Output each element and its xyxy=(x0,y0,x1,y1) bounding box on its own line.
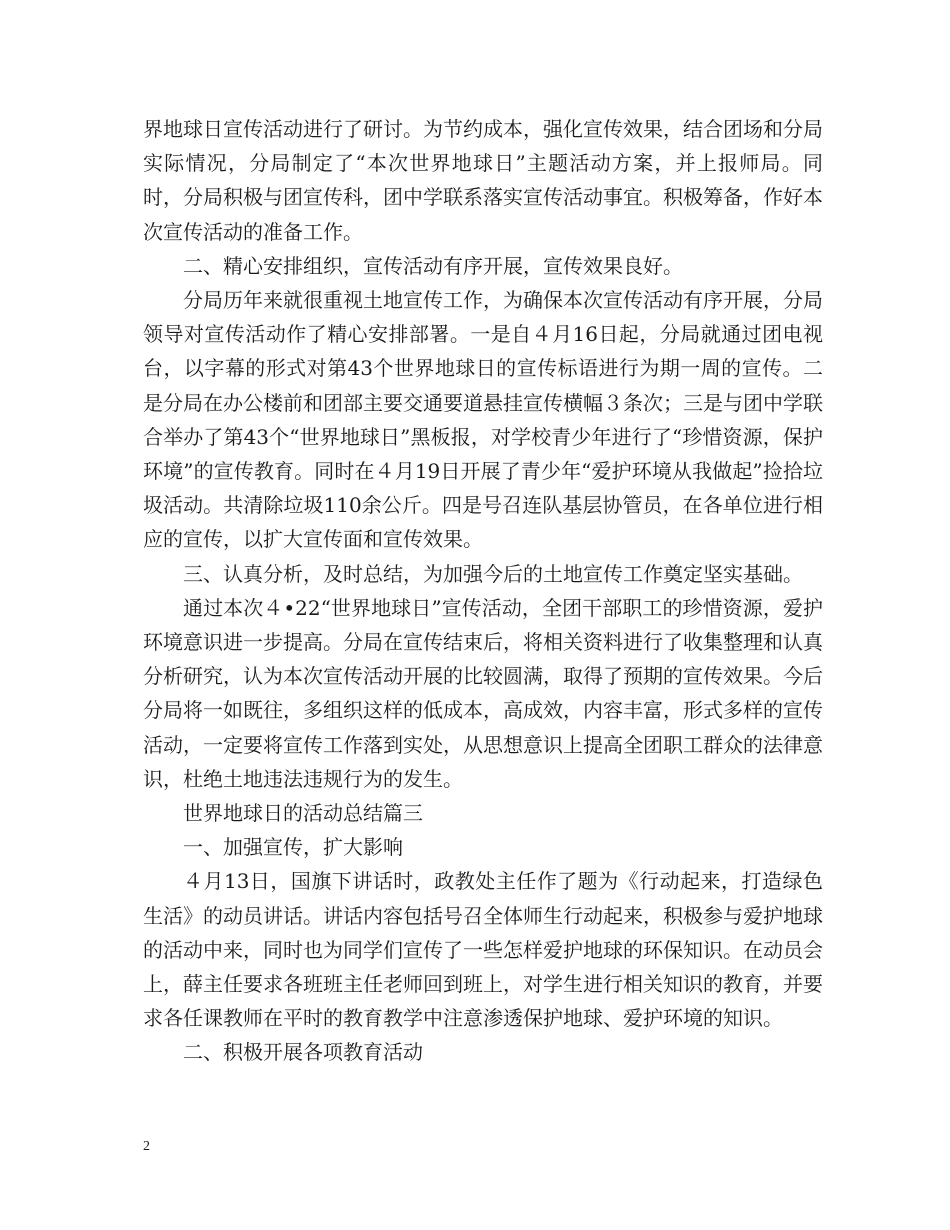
page-number: 2 xyxy=(143,1139,150,1154)
paragraph-deployment: 分局历年来就很重视土地宣传工作，为确保本次宣传活动有序开展，分局领导对宣传活动作了精心安排部署。一是自４月16日起，分局就通过团电视台，以字幕的形式对第43个世界地球日的宣传标语进行为期一周的宣传。二是分局在办公楼前和团部主要交通要道悬挂宣传横幅３条次；三是与团中学联合举办了第43个“世界地球日”黑板报，对学校青少年进行了“珍惜资源，保护环境”的宣传教育。同时在４月19日开展了青少年“爱护环境从我做起”捡拾垃圾活动。共清除垃圾110余公斤。四是号召连队基层协管员，在各单位进行相应的宣传，以扩大宣传面和宣传效果。 xyxy=(143,288,823,552)
paragraph-mobilization: ４月13日，国旗下讲话时，政教处主任作了题为《行动起来，打造绿色生活》的动员讲话。讲话内容包括号召全体师生行动起来，积极参与爱护地球的活动中来，同时也为同学们宣传了一些怎样爱护地球的环保知识。在动员会上，薛主任要求各班班主任老师回到班上，对学生进行相关知识的教育，并要求各任课教师在平时的教育教学中注意渗透保护地球、爱护环境的知识。 xyxy=(143,869,823,1031)
section-heading-3: 三、认真分析，及时总结，为加强今后的土地宣传工作奠定坚实基础。 xyxy=(183,561,803,586)
section-heading-1: 一、加强宣传，扩大影响 xyxy=(183,835,403,860)
section-heading-2: 二、精心安排组织，宣传活动有序开展，宣传效果良好。 xyxy=(183,253,683,278)
article-title-part-3: 世界地球日的活动总结篇三 xyxy=(183,801,423,826)
paragraph-continuation: 界地球日宣传活动进行了研讨。为节约成本，强化宣传效果，结合团场和分局实际情况，分局制定了“本次世界地球日”主题活动方案，并上报师局。同时，分局积极与团宣传科，团中学联系落实宣传活动事宜。积极筹备，作好本次宣传活动的准备工作。 xyxy=(143,117,823,244)
paragraph-summary: 通过本次４•22“世界地球日”宣传活动，全团干部职工的珍惜资源，爱护环境意识进一步提高。分局在宣传结束后，将相关资料进行了收集整理和认真分析研究，认为本次宣传活动开展的比较圆满，取得了预期的宣传效果。今后分局将一如既往，多组织这样的低成本，高成效，内容丰富，形式多样的宣传活动，一定要将宣传工作落到实处，从思想意识上提高全团职工群众的法律意识，杜绝土地违法违规行为的发生。 xyxy=(143,595,823,791)
document-body xyxy=(143,112,823,1070)
section-heading-education: 二、积极开展各项教育活动 xyxy=(183,1040,423,1065)
